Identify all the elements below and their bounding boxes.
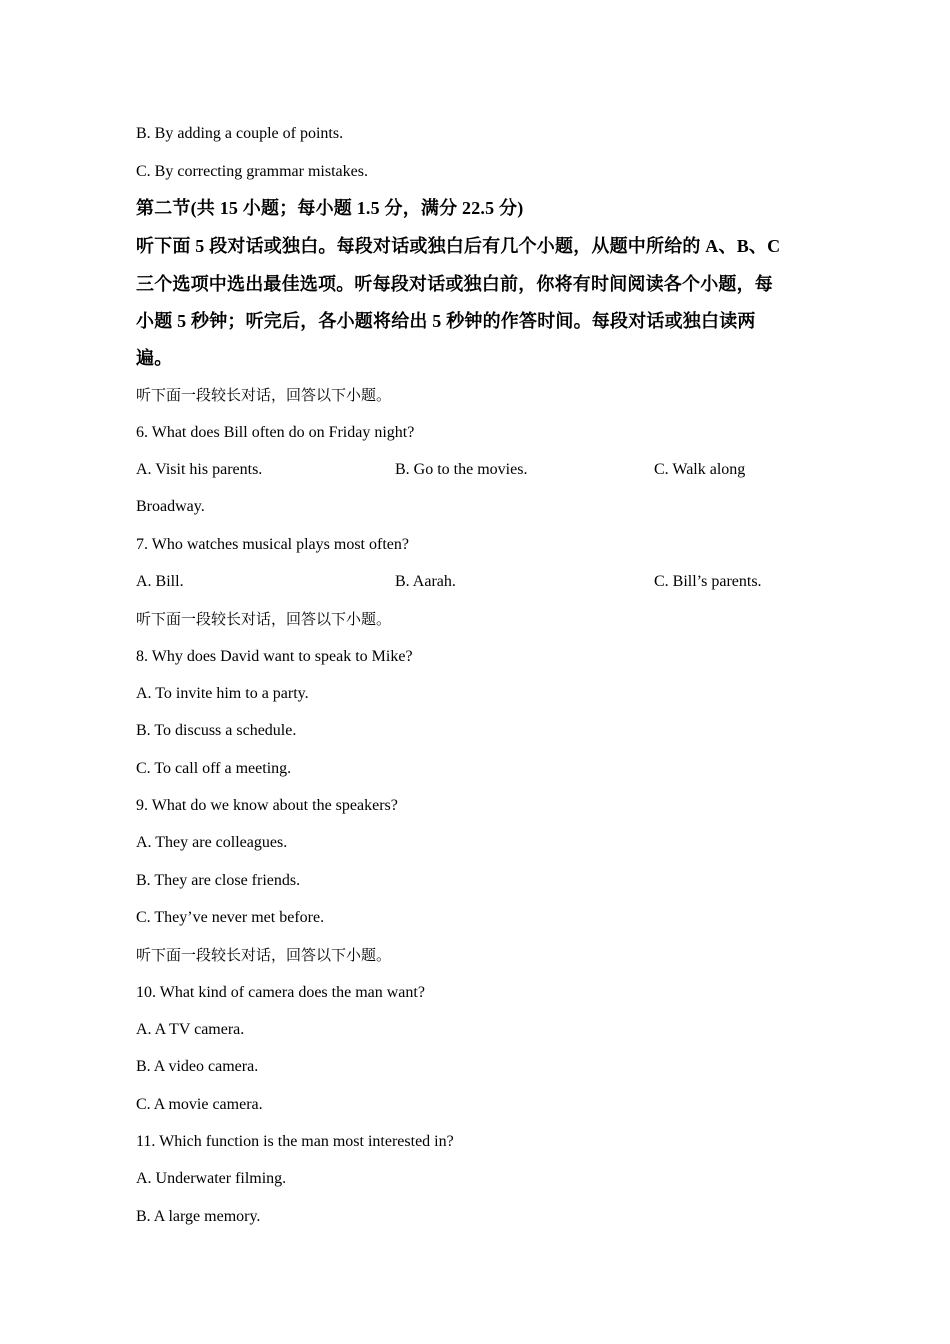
question-9: 9. What do we know about the speakers? bbox=[136, 797, 398, 814]
option-c: C. Walk along bbox=[654, 461, 746, 478]
option-b: B. A video camera. bbox=[136, 1058, 259, 1075]
option-a: A. They are colleagues. bbox=[136, 834, 288, 851]
option-a: A. Visit his parents. bbox=[136, 461, 263, 478]
option-c: C. To call off a meeting. bbox=[136, 760, 292, 777]
option-b: B. Aarah. bbox=[395, 573, 456, 590]
options-row bbox=[0, 460, 814, 480]
question-10: 10. What kind of camera does the man want? bbox=[136, 984, 425, 1001]
option-b: B. A large memory. bbox=[136, 1208, 261, 1225]
listen-prompt: 听下面一段较长对话，回答以下小题。 bbox=[136, 610, 392, 628]
option-text: B. By adding a couple of points. bbox=[136, 125, 344, 142]
question-11: 11. Which function is the man most interested in? bbox=[136, 1133, 454, 1150]
question-6: 6. What does Bill often do on Friday night? bbox=[136, 424, 415, 441]
option-a: A. Bill. bbox=[136, 573, 184, 590]
option-c: C. Bill’s parents. bbox=[654, 573, 762, 590]
instructions-line: 三个选项中选出最佳选项。听每段对话或独白前，你将有时间阅读各个小题，每 bbox=[136, 274, 773, 294]
section-title: 第二节(共 15 小题；每小题 1.5 分，满分 22.5 分) bbox=[136, 198, 524, 218]
option-a: A. A TV camera. bbox=[136, 1021, 245, 1038]
option-a: A. To invite him to a party. bbox=[136, 685, 309, 702]
option-b: B. To discuss a schedule. bbox=[136, 722, 297, 739]
instructions-line: 小题 5 秒钟；听完后，各小题将给出 5 秒钟的作答时间。每段对话或独白读两 bbox=[136, 311, 756, 331]
option-c: C. A movie camera. bbox=[136, 1096, 263, 1113]
option-text: C. By correcting grammar mistakes. bbox=[136, 163, 368, 180]
options-row bbox=[0, 572, 814, 592]
option-a: A. Underwater filming. bbox=[136, 1170, 287, 1187]
listen-prompt: 听下面一段较长对话，回答以下小题。 bbox=[136, 386, 392, 404]
option-b: B. They are close friends. bbox=[136, 872, 301, 889]
option-c: C. They’ve never met before. bbox=[136, 909, 325, 926]
instructions-line: 听下面 5 段对话或独白。每段对话或独白后有几个小题，从题中所给的 A、B、C bbox=[136, 236, 781, 256]
listen-prompt: 听下面一段较长对话，回答以下小题。 bbox=[136, 946, 392, 964]
question-7: 7. Who watches musical plays most often? bbox=[136, 536, 409, 553]
question-8: 8. Why does David want to speak to Mike? bbox=[136, 648, 413, 665]
option-c-continued: Broadway. bbox=[136, 498, 205, 515]
option-b: B. Go to the movies. bbox=[395, 461, 528, 478]
instructions-line: 遍。 bbox=[136, 348, 173, 368]
